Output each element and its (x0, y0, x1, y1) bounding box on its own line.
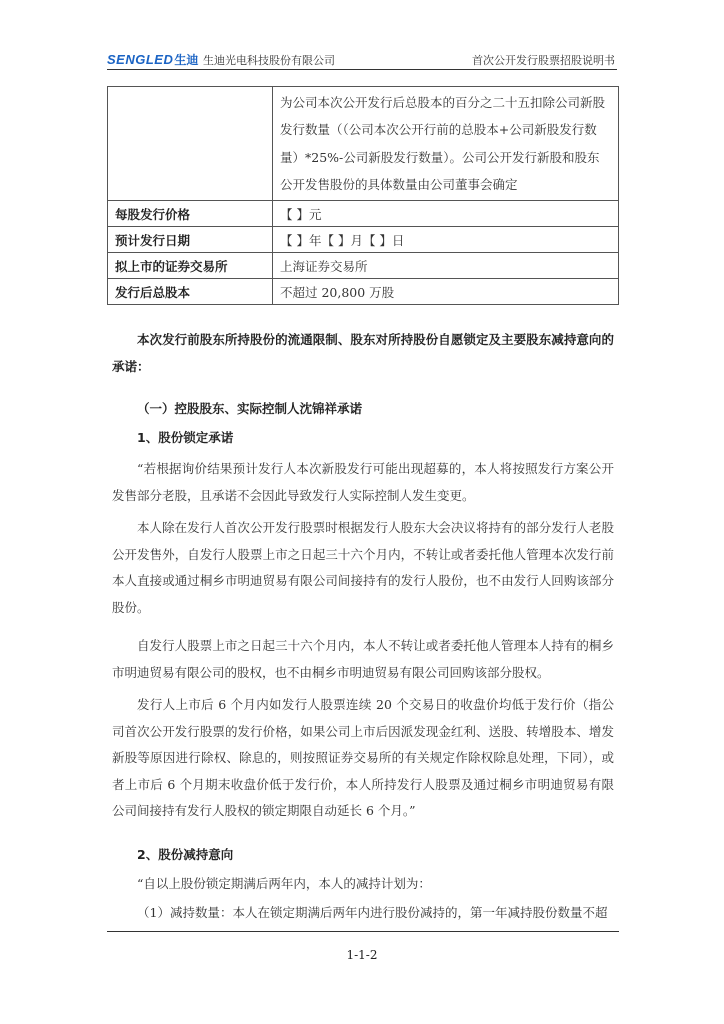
value-total-shares: 不超过 20,800 万股 (273, 279, 619, 305)
paragraph-4: 发行人上市后 6 个月内如发行人股票连续 20 个交易日的收盘价均低于发行价（指公司首次公开发行股票的发行价格，如果公司上市后因派发现金红利、送股、转增股本、增发新股等原因进行除权、除息的，则按照证券交易所的有关规定作除权除息处理，下同），或者上市后 6 个月期末收盘价低于发行价，本人所持发行人股票及通过桐乡市明迪贸易有限公司间接持有发行人股权的锁定期限自动延长 6 个月。” (112, 697, 614, 818)
table-row (108, 87, 619, 201)
item-1-title: 1、股份锁定承诺 (137, 430, 234, 445)
label-exchange: 拟上市的证券交易所 (108, 253, 273, 279)
company-name: 生迪光电科技股份有限公司 (203, 54, 335, 67)
footer-divider (107, 931, 619, 932)
paragraph-1: “若根据询价结果预计发行人本次新股发行可能出现超募的，本人将按照发行方案公开发售部分老股，且承诺不会因此导致发行人实际控制人发生变更。 (112, 461, 614, 503)
value-issue-price: 【 】元 (273, 201, 619, 227)
table-row (108, 253, 619, 279)
value-issue-date: 【 】年【 】月【 】日 (273, 227, 619, 253)
logo-chinese: 生迪 (174, 52, 199, 67)
table-cell-empty (108, 87, 273, 201)
paragraph-3: 自发行人股票上市之日起三十六个月内，本人不转让或者委托他人管理本人持有的桐乡市明迪贸易有限公司的股权，也不由桐乡市明迪贸易有限公司回购该部分股权。 (112, 638, 614, 680)
page-number: 1-1-2 (346, 948, 378, 962)
table-row (108, 279, 619, 305)
table-cell-share-count: 为公司本次公开发行后总股本的百分之二十五扣除公司新股发行数量（（公司本次公开行前的总股本+公司新股发行数量）*25%-公司新股发行数量）。公司公开发行新股和股东公开发售股份的具体数量由公司董事会确定 (273, 87, 619, 201)
table-row (108, 201, 619, 227)
label-total-shares: 发行后总股本 (108, 279, 273, 305)
value-exchange: 上海证券交易所 (273, 253, 619, 279)
offering-info-table (107, 86, 619, 305)
label-issue-price: 每股发行价格 (108, 201, 273, 227)
paragraph-6: （1）减持数量：本人在锁定期满后两年内进行股份减持的，第一年减持股份数量不超 (137, 905, 608, 920)
page-header (107, 51, 617, 70)
sengled-logo (107, 51, 198, 67)
document-title: 首次公开发行股票招股说明书 (472, 54, 615, 67)
paragraph-2: 本人除在发行人首次公开发行股票时根据发行人股东大会决议将持有的部分发行人老股公开发售外，自发行人股票上市之日起三十六个月内，不转让或者委托他人管理本次发行前本人直接或通过桐乡市明迪贸易有限公司间接持有的发行人股份，也不由发行人回购该部分股份。 (112, 520, 614, 615)
table-row (108, 227, 619, 253)
item-2-title: 2、股份减持意向 (137, 847, 234, 862)
logo-wordmark: SENGLED (107, 51, 174, 67)
section-title: 本次发行前股东所持股份的流通限制、股东对所持股份自愿锁定及主要股东减持意向的承诺： (112, 332, 614, 374)
label-issue-date: 预计发行日期 (108, 227, 273, 253)
subsection-title: （一）控股股东、实际控制人沈锦祥承诺 (137, 401, 363, 416)
paragraph-5: “自以上股份锁定期满后两年内，本人的减持计划为： (137, 876, 431, 891)
